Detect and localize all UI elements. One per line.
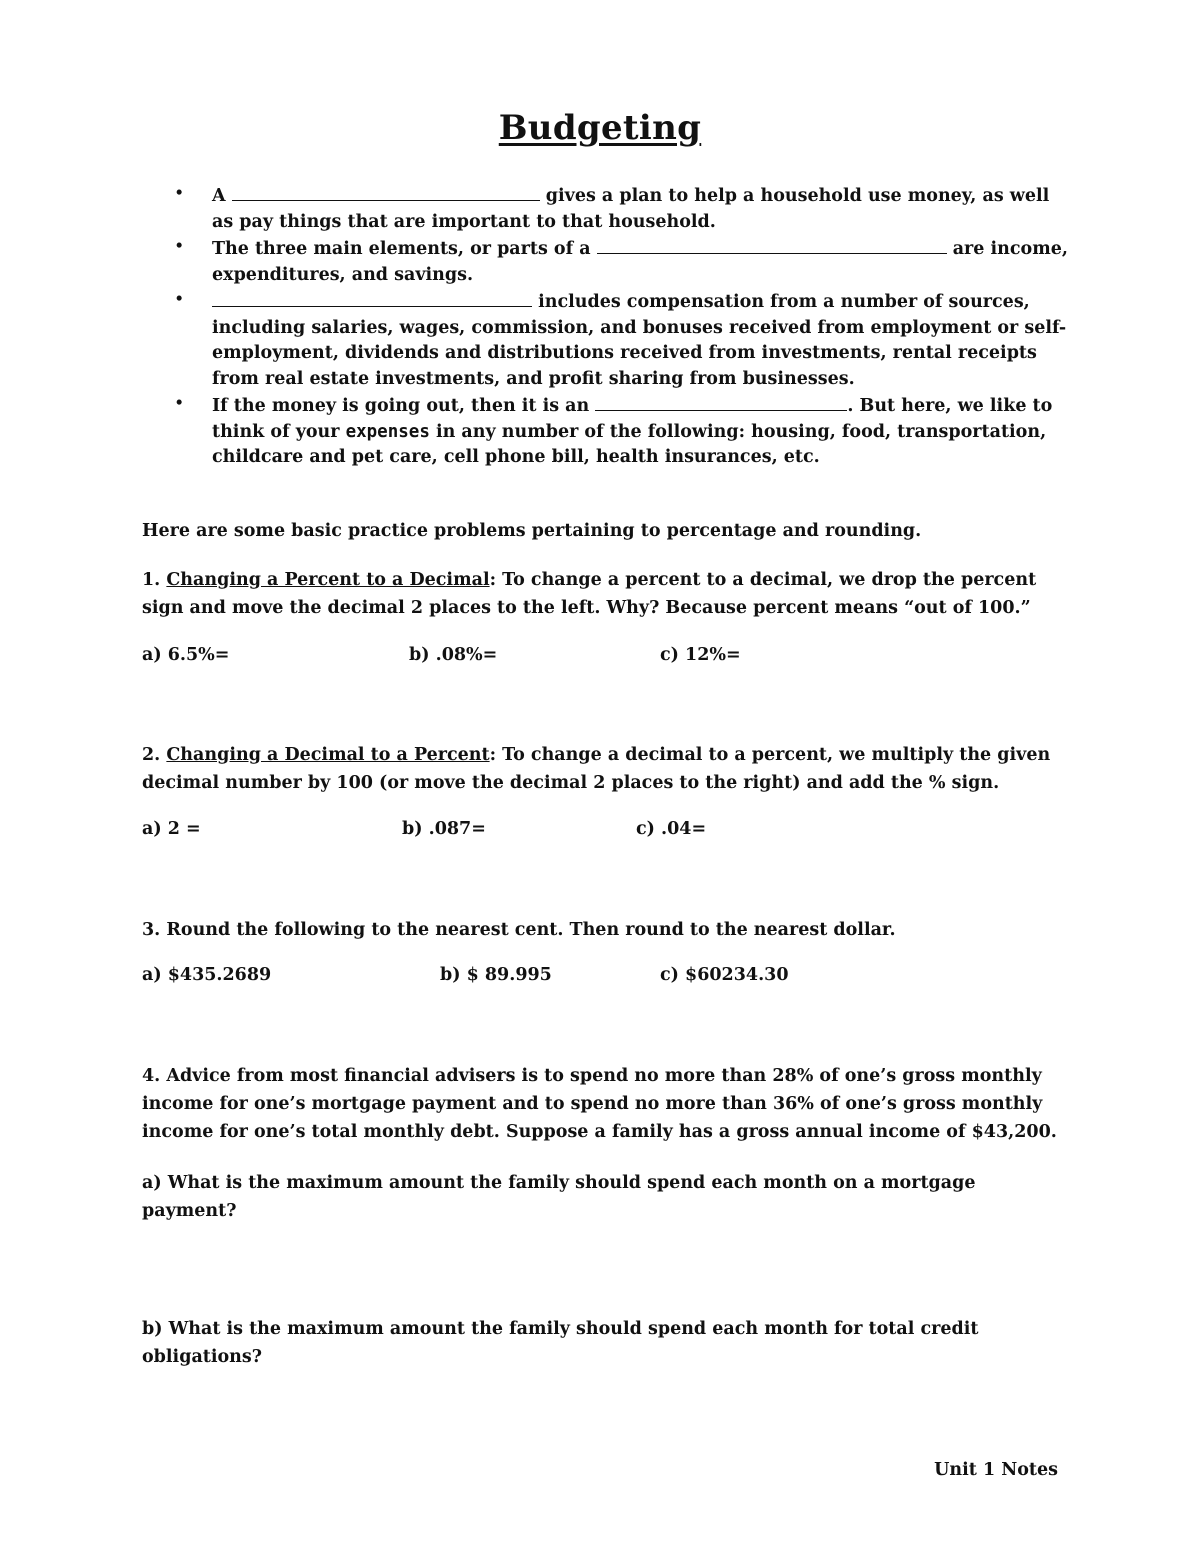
bullet-2-post: are income, expenditures, and savings. xyxy=(212,239,1068,285)
bullet-4-term: expenses xyxy=(345,421,430,442)
problem-1-c: c) 12%= xyxy=(660,645,741,665)
problem-3-answers xyxy=(142,965,1072,993)
page-footer: Unit 1 Notes xyxy=(934,1460,1058,1480)
problem-1-text xyxy=(142,566,1072,622)
definition-list xyxy=(174,182,1072,471)
list-item xyxy=(174,182,1072,235)
bullet-icon: • xyxy=(174,290,185,310)
list-item xyxy=(174,288,1072,392)
bullet-1-pre: A xyxy=(212,186,232,206)
fill-in-blank-1[interactable] xyxy=(232,182,540,201)
problem-4-text: 4. Advice from most financial advisers is to spend no more than 28% of one’s gross monthly income for one’s mortgage payment and to spend no more than 36% of one’s gross monthly income for one’s total monthly debt. Suppose a family has a gross annual income of $43,200. xyxy=(142,1066,1057,1142)
problem-2-body: : To change a decimal to a percent, we multiply the given decimal number by 100 (or move the decimal 2 places to the right) and add the % sign. xyxy=(142,745,1051,793)
problem-4-a: a) What is the maximum amount the family should spend each month on a mortgage payment? xyxy=(142,1173,976,1221)
problem-2-text xyxy=(142,741,1072,797)
list-item xyxy=(174,392,1072,471)
problem-2-heading: Changing a Decimal to a Percent xyxy=(166,745,490,765)
bullet-2-pre: The three main elements, or parts of a xyxy=(212,239,597,259)
fill-in-blank-4[interactable] xyxy=(595,392,847,411)
bullet-3-post: includes compensation from a number of sources, including salaries, wages, commission, and bonuses received from employment or self-employment, dividends and distributions received from investments, rental receipts from real estate investments, and profit sharing from businesses. xyxy=(212,292,1067,389)
problem-2-number: 2. xyxy=(142,745,167,765)
problem-1-body: : To change a percent to a decimal, we drop the percent sign and move the decimal 2 places to the left. Why? Because percent means “out of 100.” xyxy=(142,570,1037,618)
bullet-4-mid: . But here, we like to think of your xyxy=(212,396,1053,442)
problem-3-a: a) $435.2689 xyxy=(142,965,272,985)
problem-3-c: c) $60234.30 xyxy=(660,965,789,985)
problem-1-heading: Changing a Percent to a Decimal xyxy=(166,570,490,590)
problem-3-text: 3. Round the following to the nearest cent. Then round to the nearest dollar. xyxy=(142,920,896,940)
practice-intro: Here are some basic practice problems pertaining to percentage and rounding. xyxy=(142,521,922,541)
bullet-4-post: in any number of the following: housing, food, transportation, childcare and pet care, cell phone bill, health insurances, etc. xyxy=(212,421,1047,467)
problem-2-answers xyxy=(142,819,1072,847)
page-title: Budgeting xyxy=(498,108,702,148)
problem-1-a: a) 6.5%= xyxy=(142,645,230,665)
problem-3-b: b) $ 89.995 xyxy=(440,965,552,985)
bullet-4-pre: If the money is going out, then it is an xyxy=(212,396,596,416)
problem-2-c: c) .04= xyxy=(636,819,707,839)
problem-1-number: 1. xyxy=(142,570,167,590)
problem-1-answers xyxy=(142,645,1072,673)
problem-1-b: b) .08%= xyxy=(409,645,498,665)
bullet-icon: • xyxy=(174,394,185,414)
problem-2-b: b) .087= xyxy=(402,819,486,839)
bullet-1-post: gives a plan to help a household use money, as well as pay things that are important to that household. xyxy=(212,186,1050,232)
fill-in-blank-3[interactable] xyxy=(212,288,532,307)
bullet-icon: • xyxy=(174,184,185,204)
bullet-icon: • xyxy=(174,237,185,257)
problem-4-b: b) What is the maximum amount the family should spend each month for total credit obligations? xyxy=(142,1319,979,1367)
problem-2-a: a) 2 = xyxy=(142,819,201,839)
fill-in-blank-2[interactable] xyxy=(597,235,947,254)
list-item xyxy=(174,235,1072,288)
